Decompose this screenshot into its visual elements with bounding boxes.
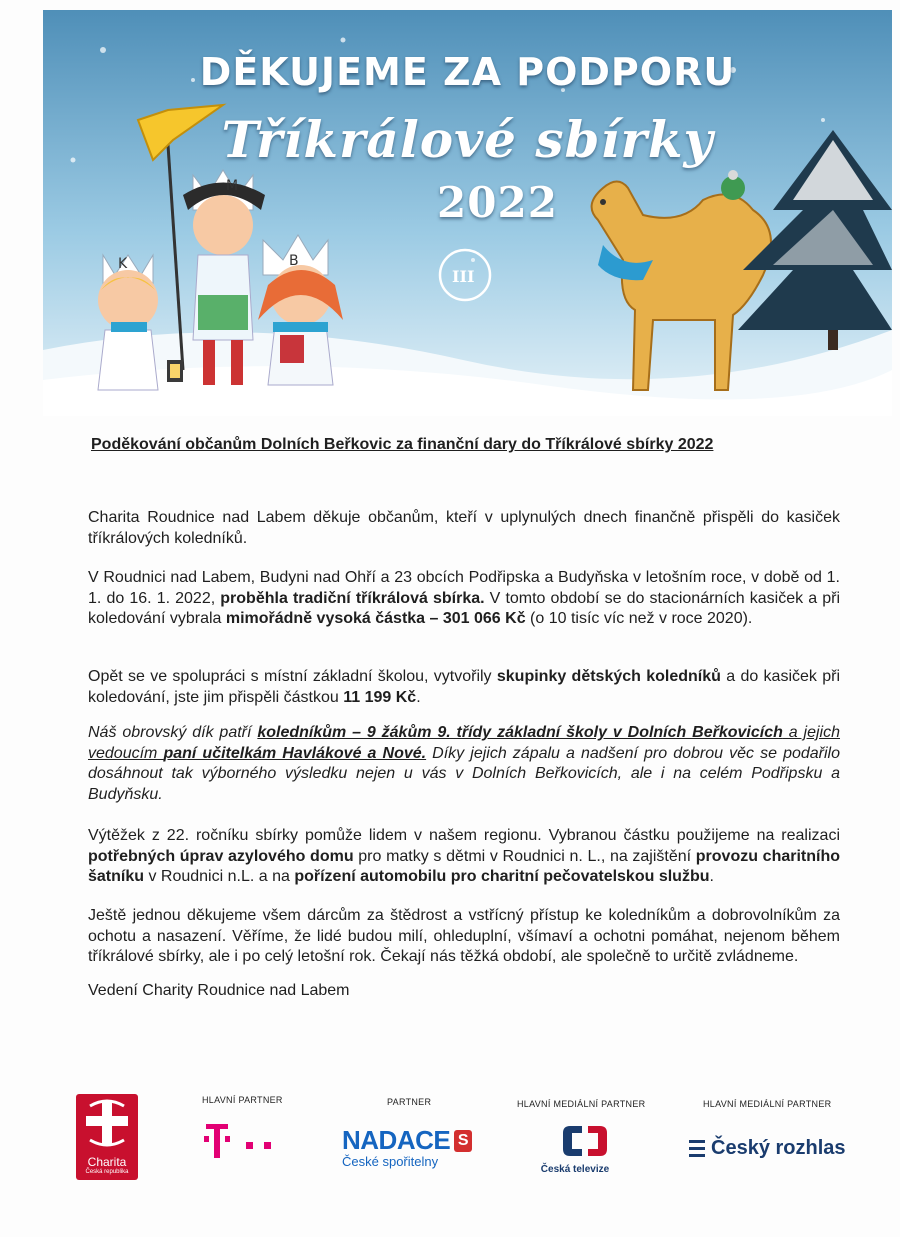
banner-title-line1: DĚKUJEME ZA PODPORU	[199, 50, 736, 94]
partners-footer	[0, 1085, 900, 1195]
cesky-rozhlas-logo: Český rozhlas	[689, 1137, 846, 1160]
paragraph-2: V Roudnici nad Labem, Budyni nad Ohří a 23 obcích Podřipska a Budyňska v letošním roce, v době od 1. 1. do 16. 1. 2022, proběhla tradiční tříkrálová sbírka. V tomto období se do stacionárních kasiček a při koledování vybrala mimořádně vysoká částka – 301 066 Kč (o 10 tisíc víc než v roce 2020).	[88, 569, 840, 627]
paragraph-4: Náš obrovský dík patří koledníkům – 9 žákům 9. třídy základní školy v Dolních Beřkovicích a jejich vedoucím paní učitelkám Havlákové a Nové. Díky jejich zápalu a nadšení pro dobrou věc se podařilo dosáhnout tak výborného výsledku nejen u vás v Dolních Beřkovicích, ale i na celém Podřipsku a Budyňsku.	[88, 724, 841, 803]
signature: Vedení Charity Roudnice nad Labem	[88, 982, 350, 999]
paragraph-1: Charita Roudnice nad Labem děkuje občanům, kteří v uplynulých dnech finančně přispěli do kasiček tříkrálových koledníků.	[88, 509, 840, 547]
charita-cross-icon	[76, 1094, 138, 1152]
telekom-logo	[200, 1120, 290, 1167]
ceska-sporitelna-icon: S	[454, 1130, 472, 1152]
svg-text:K: K	[118, 256, 128, 272]
paragraph-3: Opět se ve spolupráci s místní základní školou, vytvořily skupinky dětských koledníků a do kasiček při koledování, jste jim přispěli částkou 11 199 Kč.	[88, 668, 841, 706]
banner-illustration	[43, 10, 892, 416]
rozhlas-icon	[689, 1139, 705, 1159]
partner-label-rozhlas: HLAVNÍ MEDIÁLNÍ PARTNER	[703, 1099, 832, 1109]
partner-label-nadace: PARTNER	[387, 1097, 432, 1107]
nadace-logo: NADACE S České spořitelny	[342, 1125, 492, 1169]
partner-label-telekom: HLAVNÍ PARTNER	[202, 1095, 283, 1105]
letter-heading: Poděkování občanům Dolních Beřkovic za finanční dary do Tříkrálové sbírky 2022	[91, 436, 714, 453]
paragraph-6: Ještě jednou děkujeme všem dárcům za štědrost a vstřícný přístup ke koledníkům a dobrovolníkům za ochotu a nasazení. Věříme, že lidé budou milí, ohleduplní, všímaví a ochotni pomáhat, nejenom během tříkrálové sbírky, ale i po celý letošní rok. Čekají nás těžká období, ale společně to určitě zvládneme.	[88, 907, 840, 965]
ceska-televize-logo: Česká televize	[540, 1123, 630, 1175]
banner-title-line2: Tříkrálové sbírky	[221, 110, 714, 169]
telekom-t-icon	[200, 1120, 290, 1162]
svg-text:M: M	[226, 178, 239, 194]
paragraph-5: Výtěžek z 22. ročníku sbírky pomůže lidem v našem regionu. Vybranou částku použijeme na realizaci potřebných úprav azylového domu pro matky s dětmi v Roudnici n. L., na zajištění provozu charitního šatníku v Roudnici n.L. a na pořízení automobilu pro charitní pečovatelskou službu.	[88, 827, 841, 885]
banner-title-year: 2022	[437, 178, 558, 227]
svg-text:III: III	[452, 267, 475, 286]
ct-icon	[560, 1123, 610, 1159]
charita-logo: Charita Česká republika	[76, 1094, 138, 1180]
svg-text:B: B	[289, 253, 299, 269]
partner-label-ct: HLAVNÍ MEDIÁLNÍ PARTNER	[517, 1099, 646, 1109]
